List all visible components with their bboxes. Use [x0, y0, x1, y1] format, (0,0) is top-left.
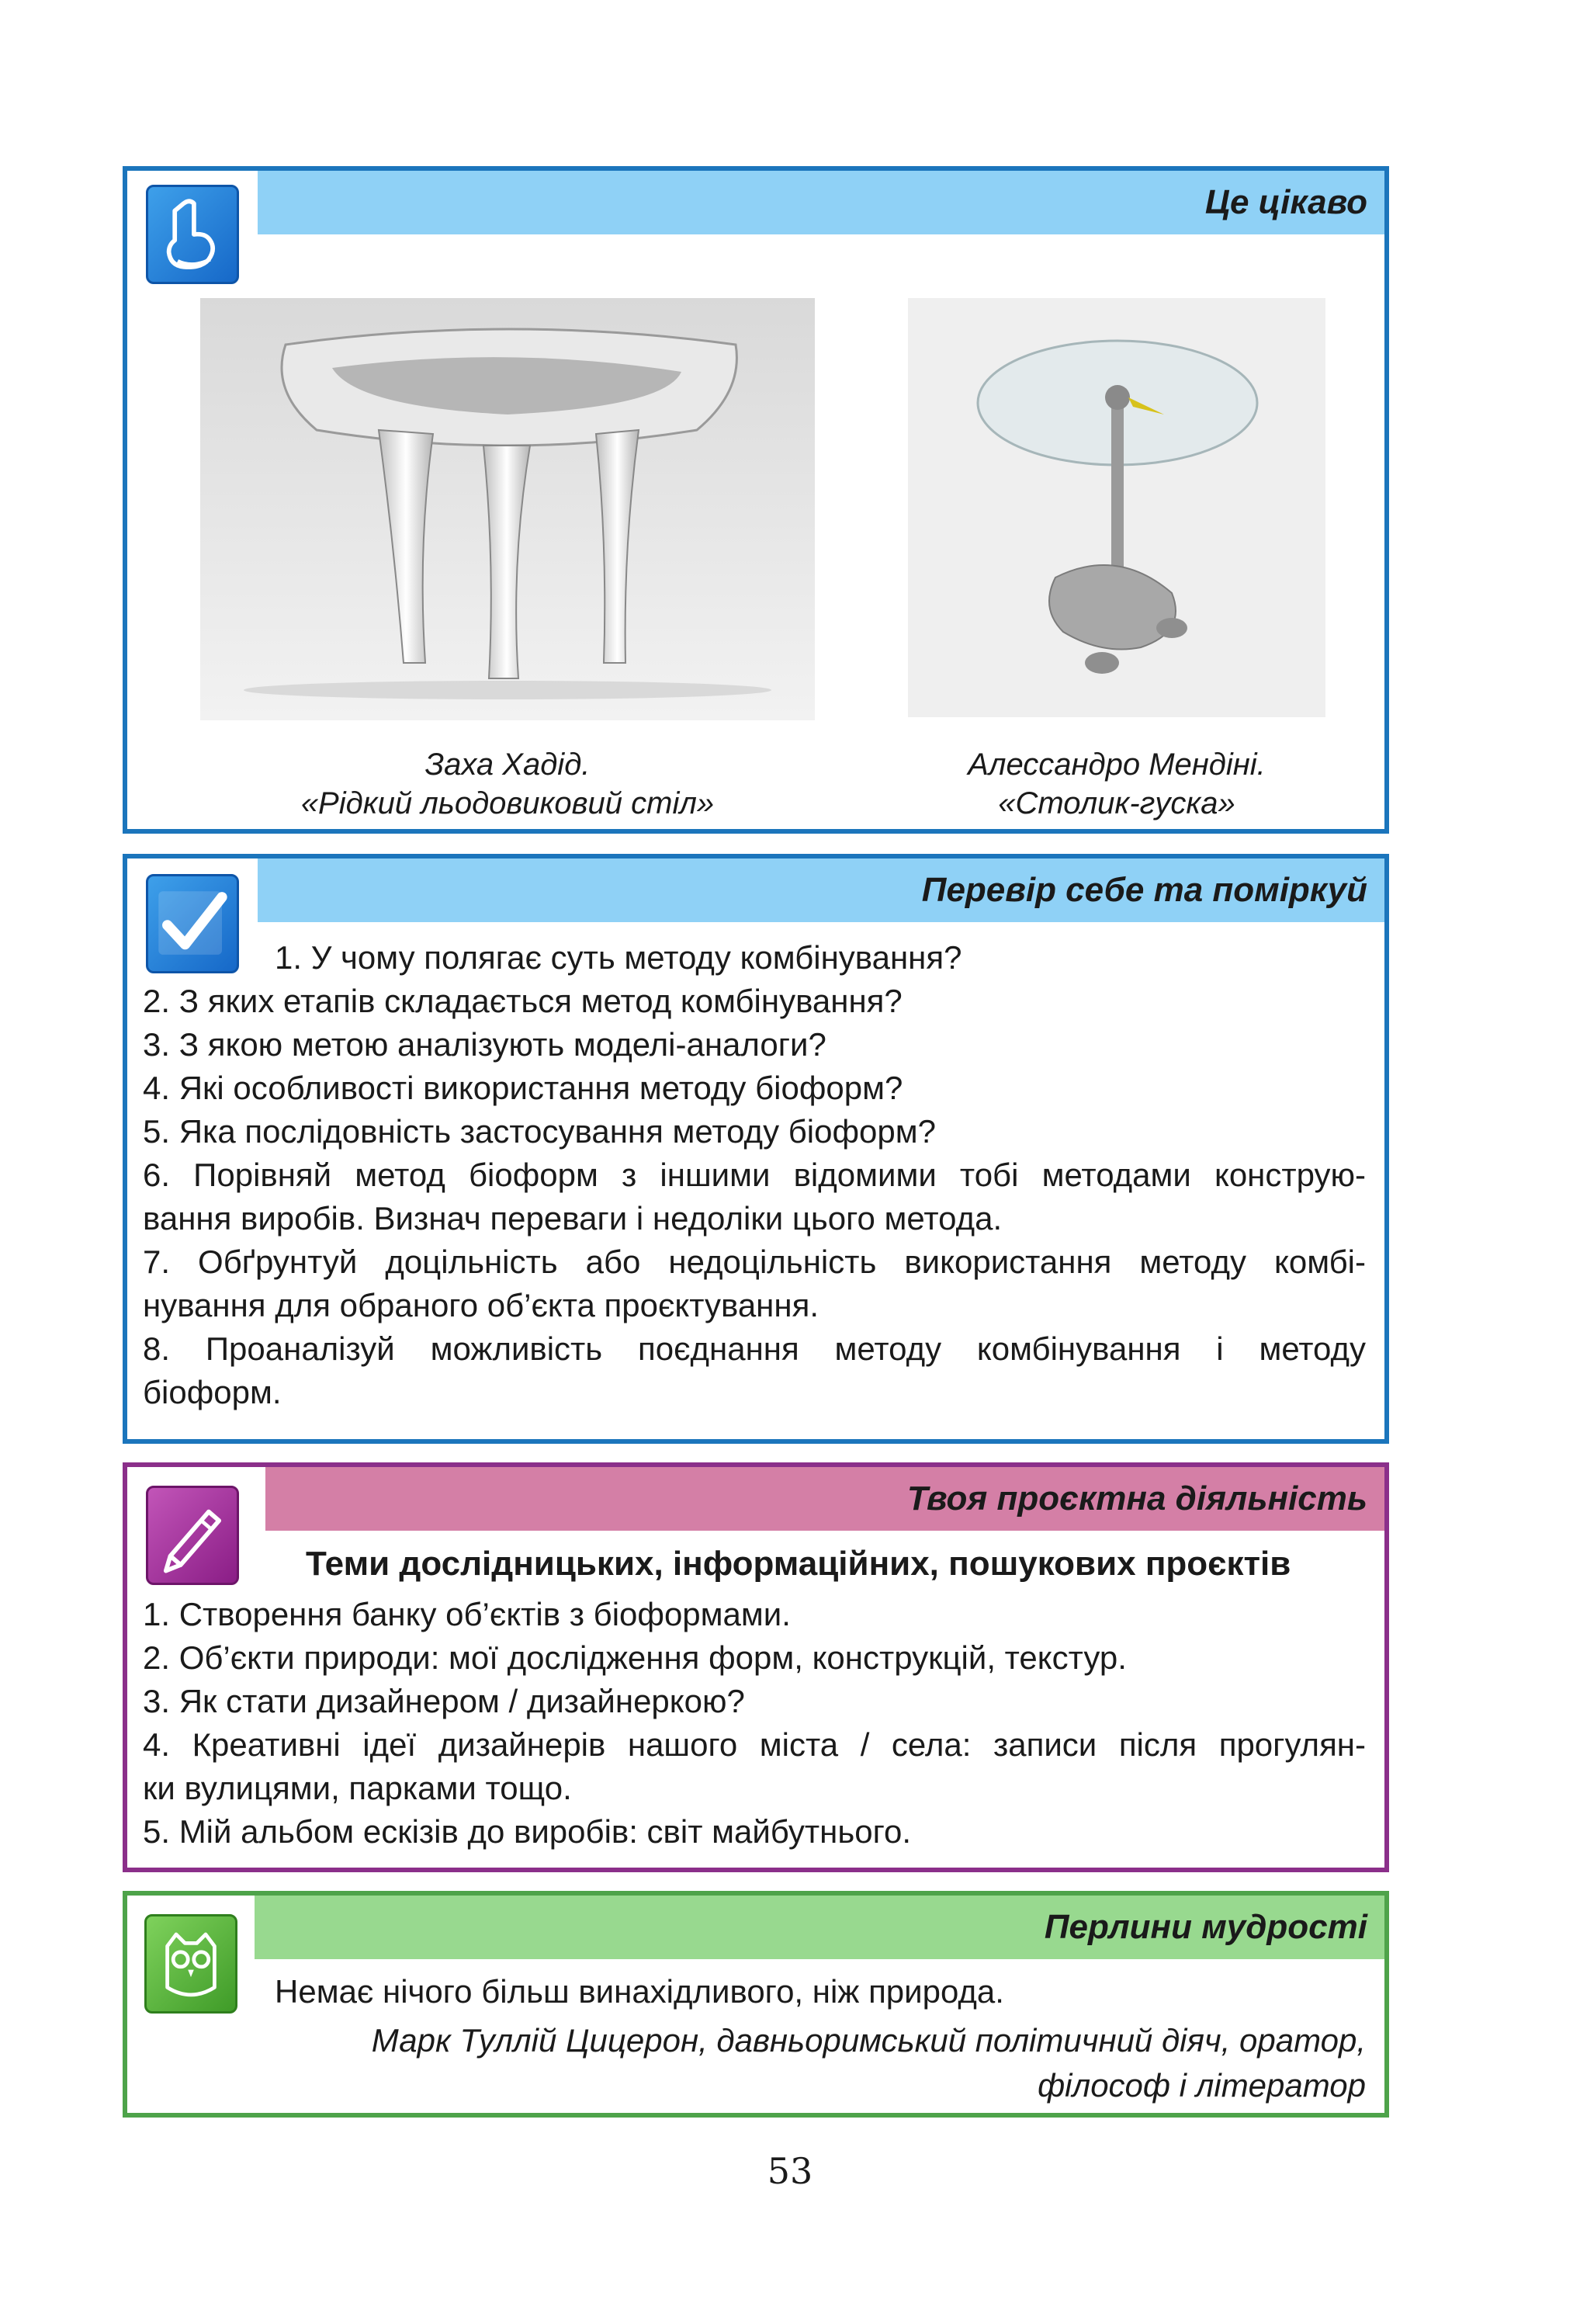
wisdom-section [123, 1891, 1389, 2118]
question-7-part2: нування для обраного об’єкта проєктування. [143, 1287, 819, 1323]
project-header [265, 1467, 1384, 1531]
question-1: 1. У чому полягає суть методу комбінування? [275, 939, 962, 976]
topics-list [143, 1593, 1366, 1854]
question-7-part1: 7. Обґрунтуй доцільність або недоцільність використання методу комбі- [143, 1244, 1366, 1280]
wisdom-header [255, 1896, 1384, 1959]
interesting-section [123, 166, 1389, 834]
project-subtitle: Теми дослідницьких, інформаційних, пошукових проєктів [306, 1545, 1291, 1583]
topic-4-part1: 4. Креативні ідеї дизайнерів нашого міста / села: записи після прогулян- [143, 1726, 1366, 1763]
owl-icon [144, 1914, 237, 2014]
question-6-part1: 6. Порівняй метод біоформ з іншими відомими тобі методами конструю- [143, 1157, 1366, 1193]
caption-goose-table [908, 745, 1325, 823]
question-4: 4. Які особливості використання методу біоформ? [143, 1070, 903, 1106]
check-title: Перевір себе та поміркуй [921, 871, 1367, 909]
quote-author [372, 2018, 1366, 2108]
interesting-title: Це цікаво [1204, 183, 1367, 221]
page-number: 53 [767, 2150, 813, 2192]
project-title: Твоя проєктна діяльність [906, 1479, 1367, 1518]
interesting-header [258, 171, 1384, 234]
caption-liquid-table [200, 745, 815, 823]
question-8-part2: біоформ. [143, 1374, 282, 1410]
author-line-1: Марк Туллій Цицерон, давньоримський політичний діяч, оратор, [371, 2022, 1366, 2059]
author-line-2: філософ і літератор [1038, 2067, 1366, 2104]
wisdom-title: Перлини мудрості [1044, 1908, 1367, 1946]
quote: Немає нічого більш винахідливого, ніж природа. [275, 1973, 1004, 2010]
topic-4-part2: ки вулицями, парками тощо. [143, 1770, 572, 1806]
caption-author: Заха Хадід. [424, 747, 591, 782]
caption-title: «Столик-гуска» [998, 786, 1235, 820]
caption-author: Алессандро Мендіні. [968, 747, 1266, 782]
topic-2: 2. Об’єкти природи: мої дослідження форм, конструкцій, текстур. [143, 1639, 1127, 1676]
question-6-part2: вання виробів. Визнач переваги і недоліки цього метода. [143, 1200, 1003, 1237]
questions-list [143, 936, 1366, 1414]
finger-pointing-icon [146, 185, 239, 284]
pencil-icon [146, 1486, 239, 1585]
question-5: 5. Яка послідовність застосування методу біоформ? [143, 1113, 936, 1150]
project-section [123, 1462, 1389, 1872]
topic-3: 3. Як стати дизайнером / дизайнеркою? [143, 1683, 745, 1719]
topic-1: 1. Створення банку об’єктів з біоформами. [143, 1596, 791, 1632]
question-3: 3. З якою метою аналізують моделі-аналоги? [143, 1026, 826, 1063]
caption-title: «Рідкий льодовиковий стіл» [300, 786, 715, 820]
check-header [258, 858, 1384, 922]
check-section [123, 854, 1389, 1444]
liquid-glacial-table-photo [200, 298, 815, 720]
topic-5: 5. Мій альбом ескізів до виробів: світ майбутнього. [143, 1813, 912, 1850]
goose-table-photo [908, 298, 1325, 717]
question-2: 2. З яких етапів складається метод комбінування? [143, 983, 903, 1019]
question-8-part1: 8. Проаналізуй можливість поєднання методу комбінування і методу [143, 1330, 1366, 1367]
